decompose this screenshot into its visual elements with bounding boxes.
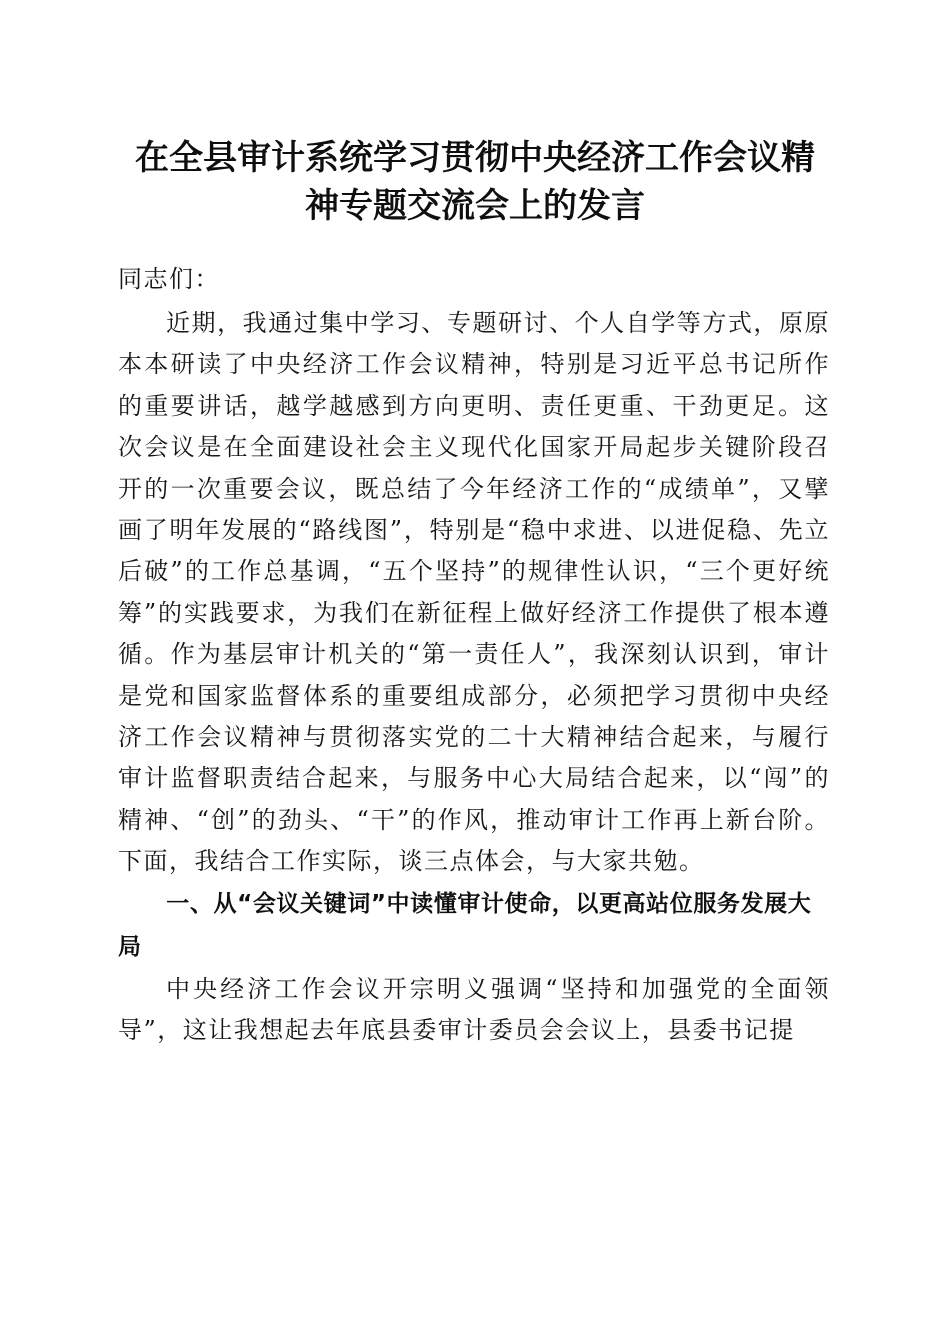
title-line-1: 在全县审计系统学习贯彻中央经济工作会议精 <box>135 138 815 178</box>
salutation: 同志们： <box>118 265 220 293</box>
paragraph-intro: 近期，我通过集中学习、专题研讨、个人自学等方式，原原本本研读了中央经济工作会议精神，特别是习近平总书记所作的重要讲话，越学越感到方向更明、责任更重、干劲更足。这次会议是在全面建设社会主义现代化国家开局起步关键阶段召开的一次重要会议，既总结了今年经济工作的“成绩单”，又擘画了明年发展的“路线图”，特别是“稳中求进、以进促稳、先立后破”的工作总基调，“五个坚持”的规律性认识，“三个更好统筹”的实践要求，为我们在新征程上做好经济工作提供了根本遵循。作为基层审计机关的“第一责任人”，我深刻认识到，审计是党和国家监督体系的重要组成部分，必须把学习贯彻中央经济工作会议精神与贯彻落实党的二十大精神结合起来，与履行审计监督职责结合起来，与服务中心大局结合起来，以“闯”的精神、“创”的劲头、“干”的作风，推动审计工作再上新台阶。下面，我结合工作实际，谈三点体会，与大家共勉。 <box>118 309 830 876</box>
paragraph-section-1: 中央经济工作会议开宗明义强调“坚持和加强党的全面领导”，这让我想起去年底县委审计委员会会议上，县委书记提 <box>118 974 830 1045</box>
section-heading-1: 一、从“会议关键词”中读懂审计使命，以更高站位服务发展大局 <box>118 890 812 960</box>
document-title <box>100 134 850 230</box>
title-line-2: 神专题交流会上的发言 <box>305 186 645 226</box>
document-body <box>118 255 830 1052</box>
